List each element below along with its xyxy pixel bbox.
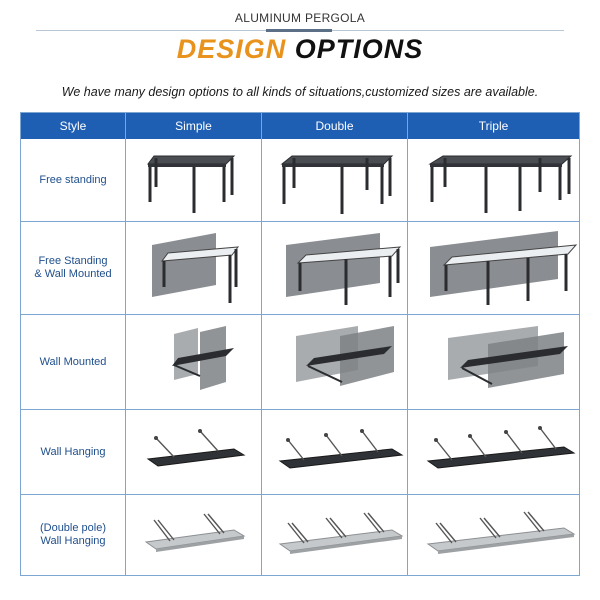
title-word-design: DESIGN [176,34,287,64]
header-simple: Simple [175,119,212,133]
header-triple: Triple [478,119,509,133]
top-divider-accent [266,29,332,32]
double-pole-canopy-icon [408,496,579,575]
table-header-row [21,113,579,139]
header-double: Double [315,119,354,133]
wall-mounted-canopy-icon [408,316,579,409]
wall-hanging-canopy-icon [126,411,261,494]
header-style: Style [59,119,87,133]
wall-backed-pergola-icon [262,223,407,314]
page-title [0,34,600,65]
design-options-table [20,112,580,576]
tagline: We have many design options to all kinds of situations,customized sizes are available. [61,85,539,99]
free-standing-pergola-icon [126,140,261,221]
wall-mounted-canopy-icon [126,316,261,409]
wall-hanging-canopy-icon [408,411,579,494]
double-pole-canopy-icon [262,496,407,575]
double-pole-canopy-icon [126,496,261,575]
wall-mounted-canopy-icon [262,316,407,409]
row-label-free-standing-wall-mounted: Free Standing & Wall Mounted [34,255,112,280]
row-label-wall-hanging: Wall Hanging [40,445,106,458]
title-word-options: OPTIONS [294,34,424,64]
row-label-double-pole-wall-hanging: (Double pole) Wall Hanging [39,522,107,547]
row-label-wall-mounted: Wall Mounted [39,355,107,368]
row-label-free-standing: Free standing [39,173,107,186]
free-standing-pergola-icon [408,140,579,221]
wall-hanging-canopy-icon [262,411,407,494]
wall-backed-pergola-icon [126,223,261,314]
top-label: ALUMINUM PERGOLA [234,11,366,25]
free-standing-pergola-icon [262,140,407,221]
wall-backed-pergola-icon [408,223,579,314]
